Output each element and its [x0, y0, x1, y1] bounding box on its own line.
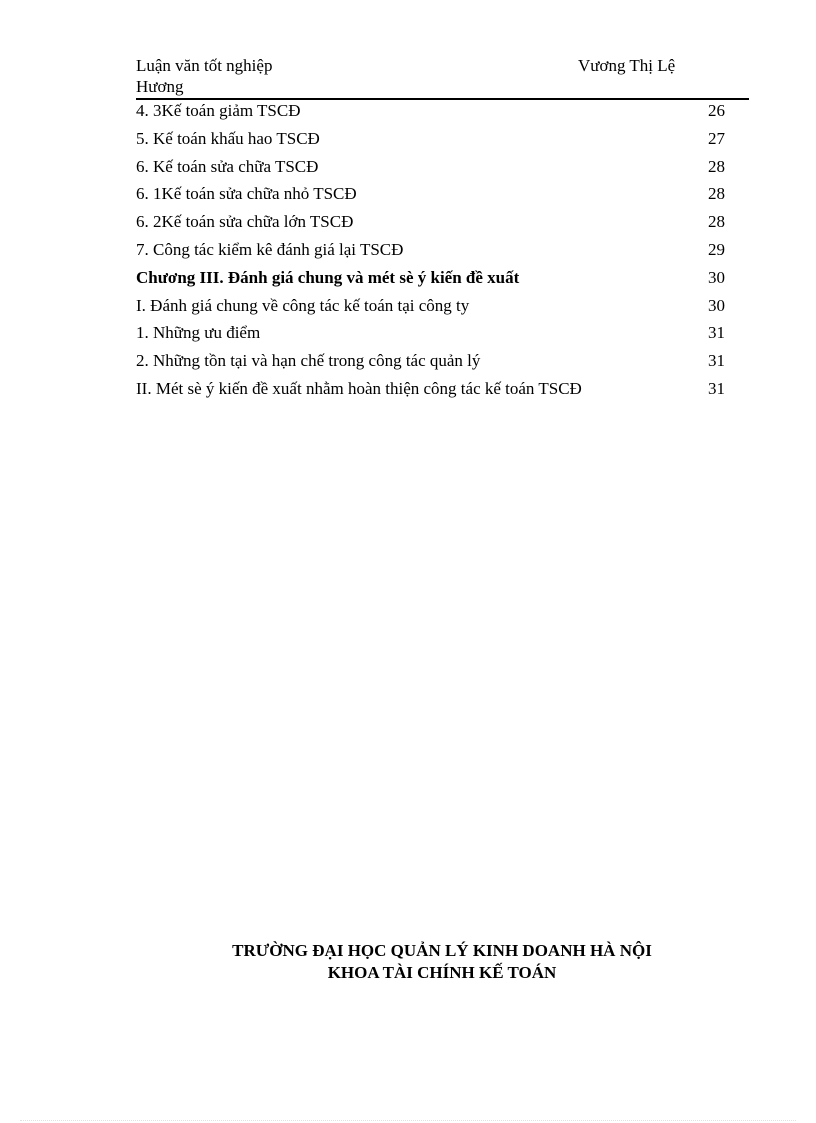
toc-entry-title: 6. 2Kế toán sửa chữa lớn TSCĐ: [136, 212, 354, 232]
toc-entry-page: 27: [708, 128, 725, 148]
toc-entry-title: I. Đánh giá chung về công tác kế toán tại công ty: [136, 295, 470, 315]
footer-university: TRƯỜNG ĐẠI HỌC QUẢN LÝ KINH DOANH HÀ NỘI: [232, 941, 652, 960]
toc-entry-title: 7. Công tác kiểm kê đánh giá lại TSCĐ: [136, 239, 404, 259]
header-author-surname: Hương: [136, 77, 184, 96]
footer-faculty: KHOA TÀI CHÍNH KẾ TOÁN: [327, 963, 557, 982]
page-footer: [0, 940, 816, 984]
toc-entry-title: 2. Những tồn tại và hạn chế trong công tác quản lý: [136, 351, 481, 371]
toc-entry-title: 6. Kế toán sửa chữa TSCĐ: [136, 156, 319, 176]
toc-entry-page: 26: [708, 101, 725, 120]
toc-entry[interactable]: [136, 155, 736, 183]
toc-entry-page: 30: [708, 267, 725, 287]
toc-entry-title: 5. Kế toán khấu hao TSCĐ: [136, 128, 320, 148]
toc-entry-page: 28: [708, 184, 725, 204]
header-author-name: Vương Thị Lệ: [578, 56, 676, 75]
toc-entry[interactable]: [136, 294, 736, 322]
toc-entry[interactable]: [136, 377, 736, 405]
toc-entry[interactable]: [136, 127, 736, 155]
toc-entry-page: 31: [708, 351, 725, 371]
page-bottom-border: [20, 1120, 796, 1121]
toc-entry-page: 31: [708, 378, 725, 398]
toc-entry-title: 6. 1Kế toán sửa chữa nhỏ TSCĐ: [136, 184, 357, 204]
toc-entry-title: II. Mét sè ý kiến đề xuất nhằm hoàn thiện công tác kế toán TSCĐ: [136, 378, 582, 398]
toc-entry[interactable]: [136, 99, 736, 127]
toc-entry-title: Chương III. Đánh giá chung và mét sè ý kiến đề xuất: [136, 267, 520, 287]
toc-entry-page: 30: [708, 295, 725, 315]
toc-entry[interactable]: [136, 266, 736, 294]
header-thesis-label: Luận văn tốt nghiệp: [136, 56, 273, 75]
table-of-contents: [136, 99, 736, 405]
header-left: [136, 55, 436, 97]
toc-entry[interactable]: [136, 321, 736, 349]
toc-entry-page: 28: [708, 212, 725, 232]
toc-entry-title: 4. 3Kế toán giảm TSCĐ: [136, 101, 301, 120]
toc-entry-page: 31: [708, 323, 725, 343]
toc-entry-page: 29: [708, 239, 725, 259]
toc-entry-page: 28: [708, 156, 725, 176]
toc-entry[interactable]: [136, 182, 736, 210]
toc-entry[interactable]: [136, 210, 736, 238]
toc-entry-title: 1. Những ưu điểm: [136, 323, 261, 343]
toc-entry[interactable]: [136, 349, 736, 377]
toc-entry[interactable]: [136, 238, 736, 266]
